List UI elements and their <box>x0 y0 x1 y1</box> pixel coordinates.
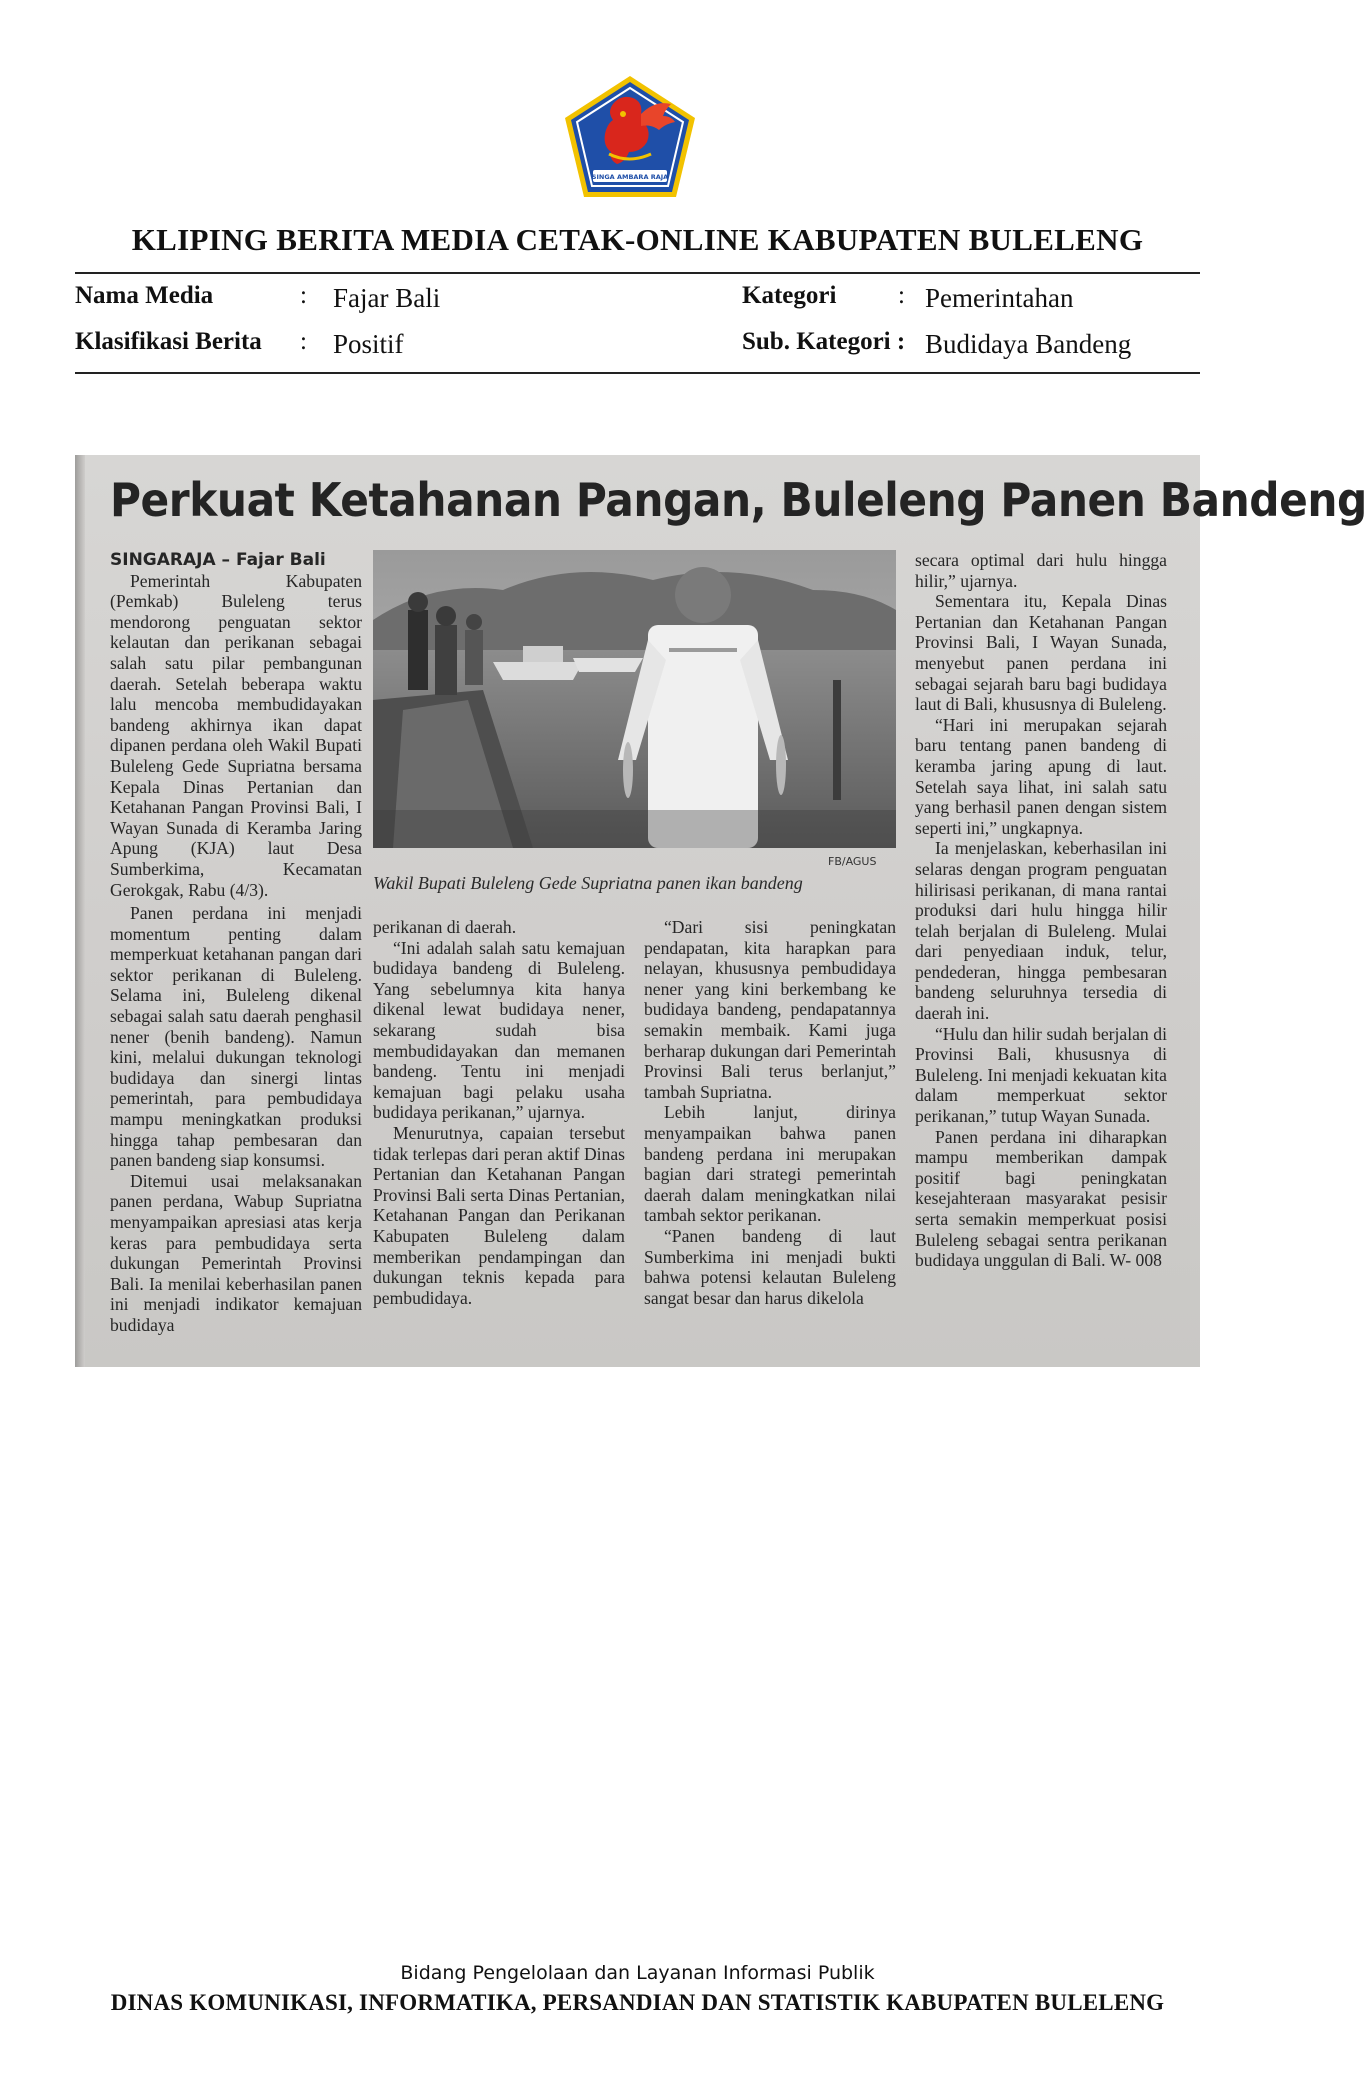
kategori-separator: : <box>898 282 905 309</box>
footer-office: DINAS KOMUNIKASI, INFORMATIKA, PERSANDIAN DAN STATISTIK KABUPATEN BULELENG <box>110 1990 1165 2015</box>
article-paragraph: “Dari sisi peningkatan pendapatan, kita harapkan para nelayan, khususnya pembudidaya nener yang kini berkembang ke budidaya bandeng, pendapatannya semakin membaik. Kami juga berharap dukungan dari Pemerintah Provinsi Bali terus berlanjut,” tambah Supriatna. <box>644 917 896 1102</box>
divider-top <box>75 272 1200 274</box>
kategori-value: Pemerintahan <box>925 283 1074 313</box>
news-clipping <box>75 455 1367 1367</box>
nama-media-separator: : <box>300 282 307 309</box>
article-headline: Perkuat Ketahanan Pangan, Buleleng Panen Bandeng <box>110 473 1367 527</box>
article-paragraph: “Hari ini merupakan sejarah baru tentang panen bandeng di keramba jaring apung di laut. Setelah saya lihat, ini salah satu yang berhasil panen dengan sistem seperti ini,” ungkapnya. <box>915 714 1167 838</box>
article-dateline: SINGARAJA – Fajar Bali <box>110 550 326 570</box>
divider-bottom <box>75 372 1200 374</box>
article-paragraph: Menurutnya, capaian tersebut tidak terlepas dari peran aktif Dinas Pertanian dan Ketahanan Pangan Provinsi Bali serta Dinas Pertanian, Ketahanan Pangan dan Perikanan Kabupaten Buleleng dalam memberikan pendampingan dan dukungan teknis kepada para pembudidaya. <box>373 1122 625 1308</box>
article-column-1-bottom <box>110 903 362 1335</box>
article-paragraph: perikanan di daerah. <box>373 917 517 937</box>
article-column-3 <box>644 917 896 1308</box>
nama-media-label: Nama Media <box>75 282 214 309</box>
clipping-edge-shadow <box>75 455 85 1367</box>
emblem-motto: SINGA AMBARA RAJA <box>591 173 669 181</box>
klasifikasi-label: Klasifikasi Berita <box>75 328 262 355</box>
photo-harvest-image <box>373 550 896 848</box>
article-paragraph: “Panen bandeng di laut Sumberkima ini menjadi bukti bahwa potensi kelautan Buleleng sangat besar dan harus dikelola <box>644 1225 896 1308</box>
nama-media-value: Fajar Bali <box>333 283 441 313</box>
article-photo <box>373 550 896 848</box>
article-paragraph: secara optimal dari hulu hingga hilir,” ujarnya. <box>915 550 1167 591</box>
emblem-icon <box>563 74 697 199</box>
sub-kategori-value: Budidaya Bandeng <box>925 329 1132 359</box>
article-paragraph: Panen perdana ini diharapkan mampu memberikan dampak positif bagi peningkatan kesejahteraan masyarakat pesisir serta semakin memperkuat posisi Buleleng sebagai sentra perikanan budidaya unggulan di Bali. W- 008 <box>915 1126 1167 1271</box>
photo-credit: FB/AGUS <box>828 855 877 868</box>
buleleng-emblem <box>563 74 697 199</box>
klasifikasi-separator: : <box>300 328 307 355</box>
article-paragraph: “Ini adalah salah satu kemajuan budidaya bandeng di Buleleng. Yang sebelumnya kita hanya dikenal lewat budidaya nener, sekarang sudah bisa membudidayakan dan memanen bandeng. Tentu ini menjadi kemajuan bagi pelaku usaha budidaya perikanan,” ujarnya. <box>373 937 625 1123</box>
article-column-4 <box>915 550 1167 1271</box>
article-paragraph: Ditemui usai melaksanakan panen perdana, Wabup Supriatna menyampaikan apresiasi atas kerja keras para pembudidaya serta dukungan Pemerintah Provinsi Bali. Ia menilai keberhasilan panen ini menjadi indikator kemajuan budidaya <box>110 1170 362 1335</box>
article-paragraph: Ia menjelaskan, keberhasilan ini selaras dengan program penguatan hilirisasi perikanan, di mana rantai produksi dari hulu hingga hilir telah berjalan di Buleleng. Mulai dari penyediaan induk, telur, pendederan, hingga pembesaran bandeng seluruhnya tersedia di daerah ini. <box>915 838 1167 1024</box>
kategori-label: Kategori <box>742 282 837 309</box>
article-paragraph: “Hulu dan hilir sudah berjalan di Provinsi Bali, khususnya di Buleleng. Ini menjadi kekuatan kita dalam memperkuat sektor perikanan,” tutup Wayan Sunada. <box>915 1023 1167 1127</box>
article-paragraph: Lebih lanjut, dirinya menyampaikan bahwa panen bandeng perdana ini merupakan bagian dari strategi pemerintah daerah dalam meningkatkan nilai tambah sektor perikanan. <box>644 1102 896 1226</box>
article-paragraph: Panen perdana ini menjadi momentum penting dalam memperkuat ketahanan pangan dari sektor perikanan di Buleleng. Selama ini, Buleleng dikenal sebagai salah satu daerah penghasil nener (benih bandeng). Namun kini, melalui dukungan teknologi budidaya dan sinergi lintas pemerintah, para pembudidaya mampu meningkatkan produksi hingga tahap pembesaran dan panen bandeng siap konsumsi. <box>110 903 362 1171</box>
article-paragraph: Sementara itu, Kepala Dinas Pertanian dan Ketahanan Pangan Provinsi Bali, I Wayan Sunada, menyebut panen perdana ini sebagai sejarah baru bagi budidaya laut di Bali, khususnya di Buleleng. <box>915 591 1167 715</box>
photo-caption: Wakil Bupati Buleleng Gede Supriatna panen ikan bandeng <box>373 873 803 893</box>
klasifikasi-value: Positif <box>333 329 404 359</box>
sub-kategori-label: Sub. Kategori : <box>742 328 906 355</box>
footer-unit: Bidang Pengelolaan dan Layanan Informasi Publik <box>400 1962 875 1984</box>
page-title: KLIPING BERITA MEDIA CETAK-ONLINE KABUPATEN BULELENG <box>131 222 1144 257</box>
article-paragraph: Pemerintah Kabupaten (Pemkab) Buleleng terus mendorong penguatan sektor kelautan dan perikanan sebagai salah satu pilar pembangunan daerah. Setelah beberapa waktu lalu mencoba membudidayakan bandeng akhirnya ikan dapat dipanen perdana oleh Wakil Bupati Buleleng Gede Supriatna bersama Kepala Dinas Pertanian dan Ketahanan Pangan Provinsi Bali, I Wayan Sunada di Keramba Jaring Apung (KJA) laut Desa Sumberkima, Kecamatan Gerokgak, Rabu (4/3). <box>110 570 362 900</box>
article-column-1-top <box>110 550 362 900</box>
article-column-2 <box>373 917 625 1308</box>
